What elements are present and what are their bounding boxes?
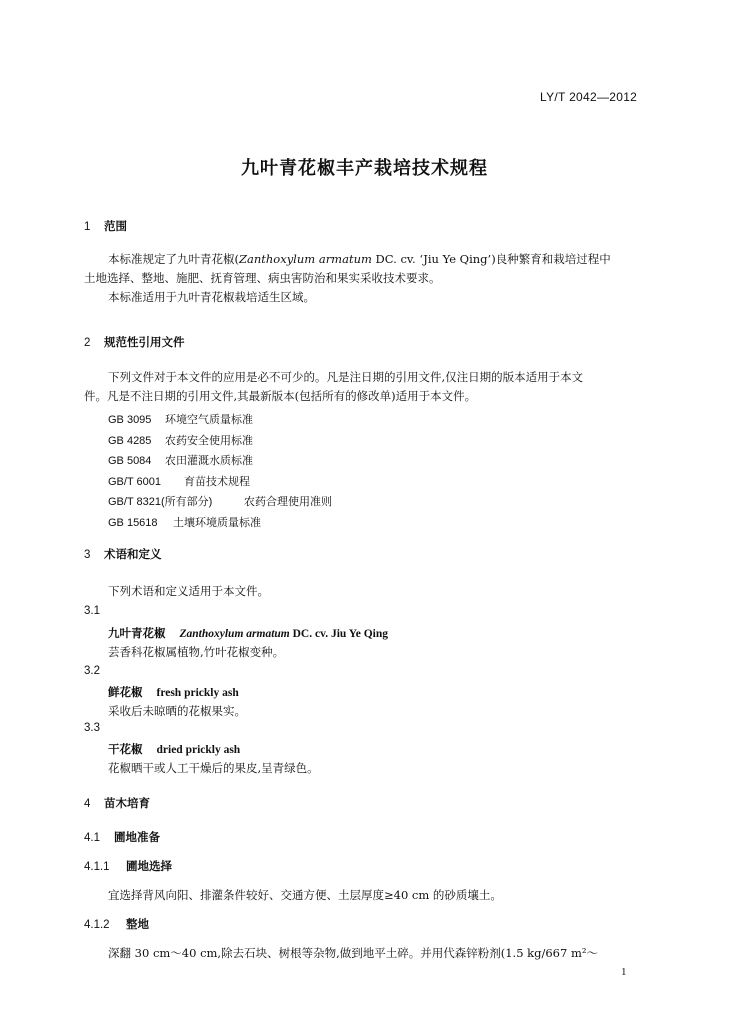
reference-item [108,492,332,513]
ref-name: 土壤环境质量标准 [173,515,261,529]
ref-name: 育苗技术规程 [184,474,250,488]
term-en: dried prickly ash [156,744,241,756]
ref-name: 农田灌溉水质标准 [165,454,253,467]
section-number: 2 [84,337,91,349]
ref-code: GB 5084 [108,455,152,467]
ref-code: GB 3095 [108,414,152,426]
terms-intro: 下列术语和定义适用于本文件。 [108,584,269,598]
ref-code: GB 4285 [108,434,152,447]
subsection-title: 整地 [126,917,149,931]
section-title: 范围 [104,219,127,233]
section-number: 4 [84,798,91,810]
term-latin: Zanthoxylum armatum [179,628,290,640]
standard-code: LY/T 2042—2012 [540,90,638,104]
term-definition: 采收后未晾晒的花椒果实。 [108,704,246,718]
page-number: 1 [621,966,627,978]
term-zh: 干花椒 [108,742,143,756]
subsection-number: 4.1.2 [84,919,110,931]
text-line: 件。凡是不注日期的引用文件,其最新版本(包括所有的修改单)适用于本文件。 [84,389,477,403]
reference-item [108,410,332,431]
document-title: 九叶青花椒丰产栽培技术规程 [241,158,488,179]
reference-item [108,513,332,534]
text-line: 下列文件对于本文件的应用是必不可少的。凡是注日期的引用文件,仅注日期的版本适用于本文 [108,370,584,384]
section-title: 术语和定义 [104,547,162,561]
section-3-heading [84,546,162,562]
ref-name: 环境空气质量标准 [165,413,253,426]
subsection-number: 4.1.1 [84,861,110,873]
term-title [108,741,240,757]
reference-item [108,472,332,493]
reference-list [108,410,332,533]
text-run: 本标准规定了九叶青花椒( [108,252,239,266]
subsection-title: 圃地准备 [114,830,160,844]
term-zh: 九叶青花椒 [108,626,166,640]
text-line: 土地选择、整地、施肥、抚育管理、病虫害防治和果实采收技术要求。 [84,271,441,285]
section-1-heading [84,218,127,234]
ref-code: GB/T 8321(所有部分) [108,496,213,508]
term-en: DC. cv. Jiu Ye Qing [289,628,389,640]
section-number: 1 [84,221,91,233]
ref-code: GB/T 6001 [108,475,161,488]
ref-name: 农药合理使用准则 [244,495,332,508]
term-title [108,684,239,700]
latin-name: Zanthoxylum armatum [239,252,372,266]
normative-paragraph [84,368,654,406]
section-4-heading [84,795,150,811]
term-definition: 芸香科花椒属植物,竹叶花椒变种。 [108,645,285,659]
term-zh: 鲜花椒 [108,685,143,699]
section-title: 苗木培育 [104,796,150,810]
text-run: DC. cv. ‘Jiu Ye Qing’)良种繁育和栽培过程中 [371,252,611,266]
section-number: 3 [84,549,91,561]
term-number: 3.2 [84,665,100,677]
term-definition: 花椒晒干或人工干燥后的果皮,呈青绿色。 [108,761,319,775]
term-title [108,625,388,641]
section-title: 规范性引用文件 [104,335,185,349]
reference-item [108,451,332,472]
land-preparation-text: 深翻 30 cm～40 cm,除去石块、树根等杂物,做到地平土碎。并用代森锌粉剂(1.5 kg/667 m²～ [108,946,598,960]
ref-name: 农药安全使用标准 [165,433,253,447]
section-2-heading [84,334,185,350]
reference-item [108,431,332,452]
text-line: 本标准适用于九叶青花椒栽培适生区域。 [108,290,315,304]
ref-code: GB 15618 [108,516,158,529]
subsection-title: 圃地选择 [126,859,172,873]
subsection-4-1-heading [84,829,160,845]
subsection-4-1-1-heading [84,858,172,874]
site-selection-text: 宜选择背风向阳、排灌条件较好、交通方便、土层厚度≥40 cm 的砂质壤土。 [108,888,502,902]
term-number: 3.3 [84,722,100,734]
term-number: 3.1 [84,605,100,617]
subsection-4-1-2-heading [84,916,149,932]
scope-paragraph [84,250,654,307]
term-en: fresh prickly ash [156,687,239,699]
subsection-number: 4.1 [84,832,100,844]
